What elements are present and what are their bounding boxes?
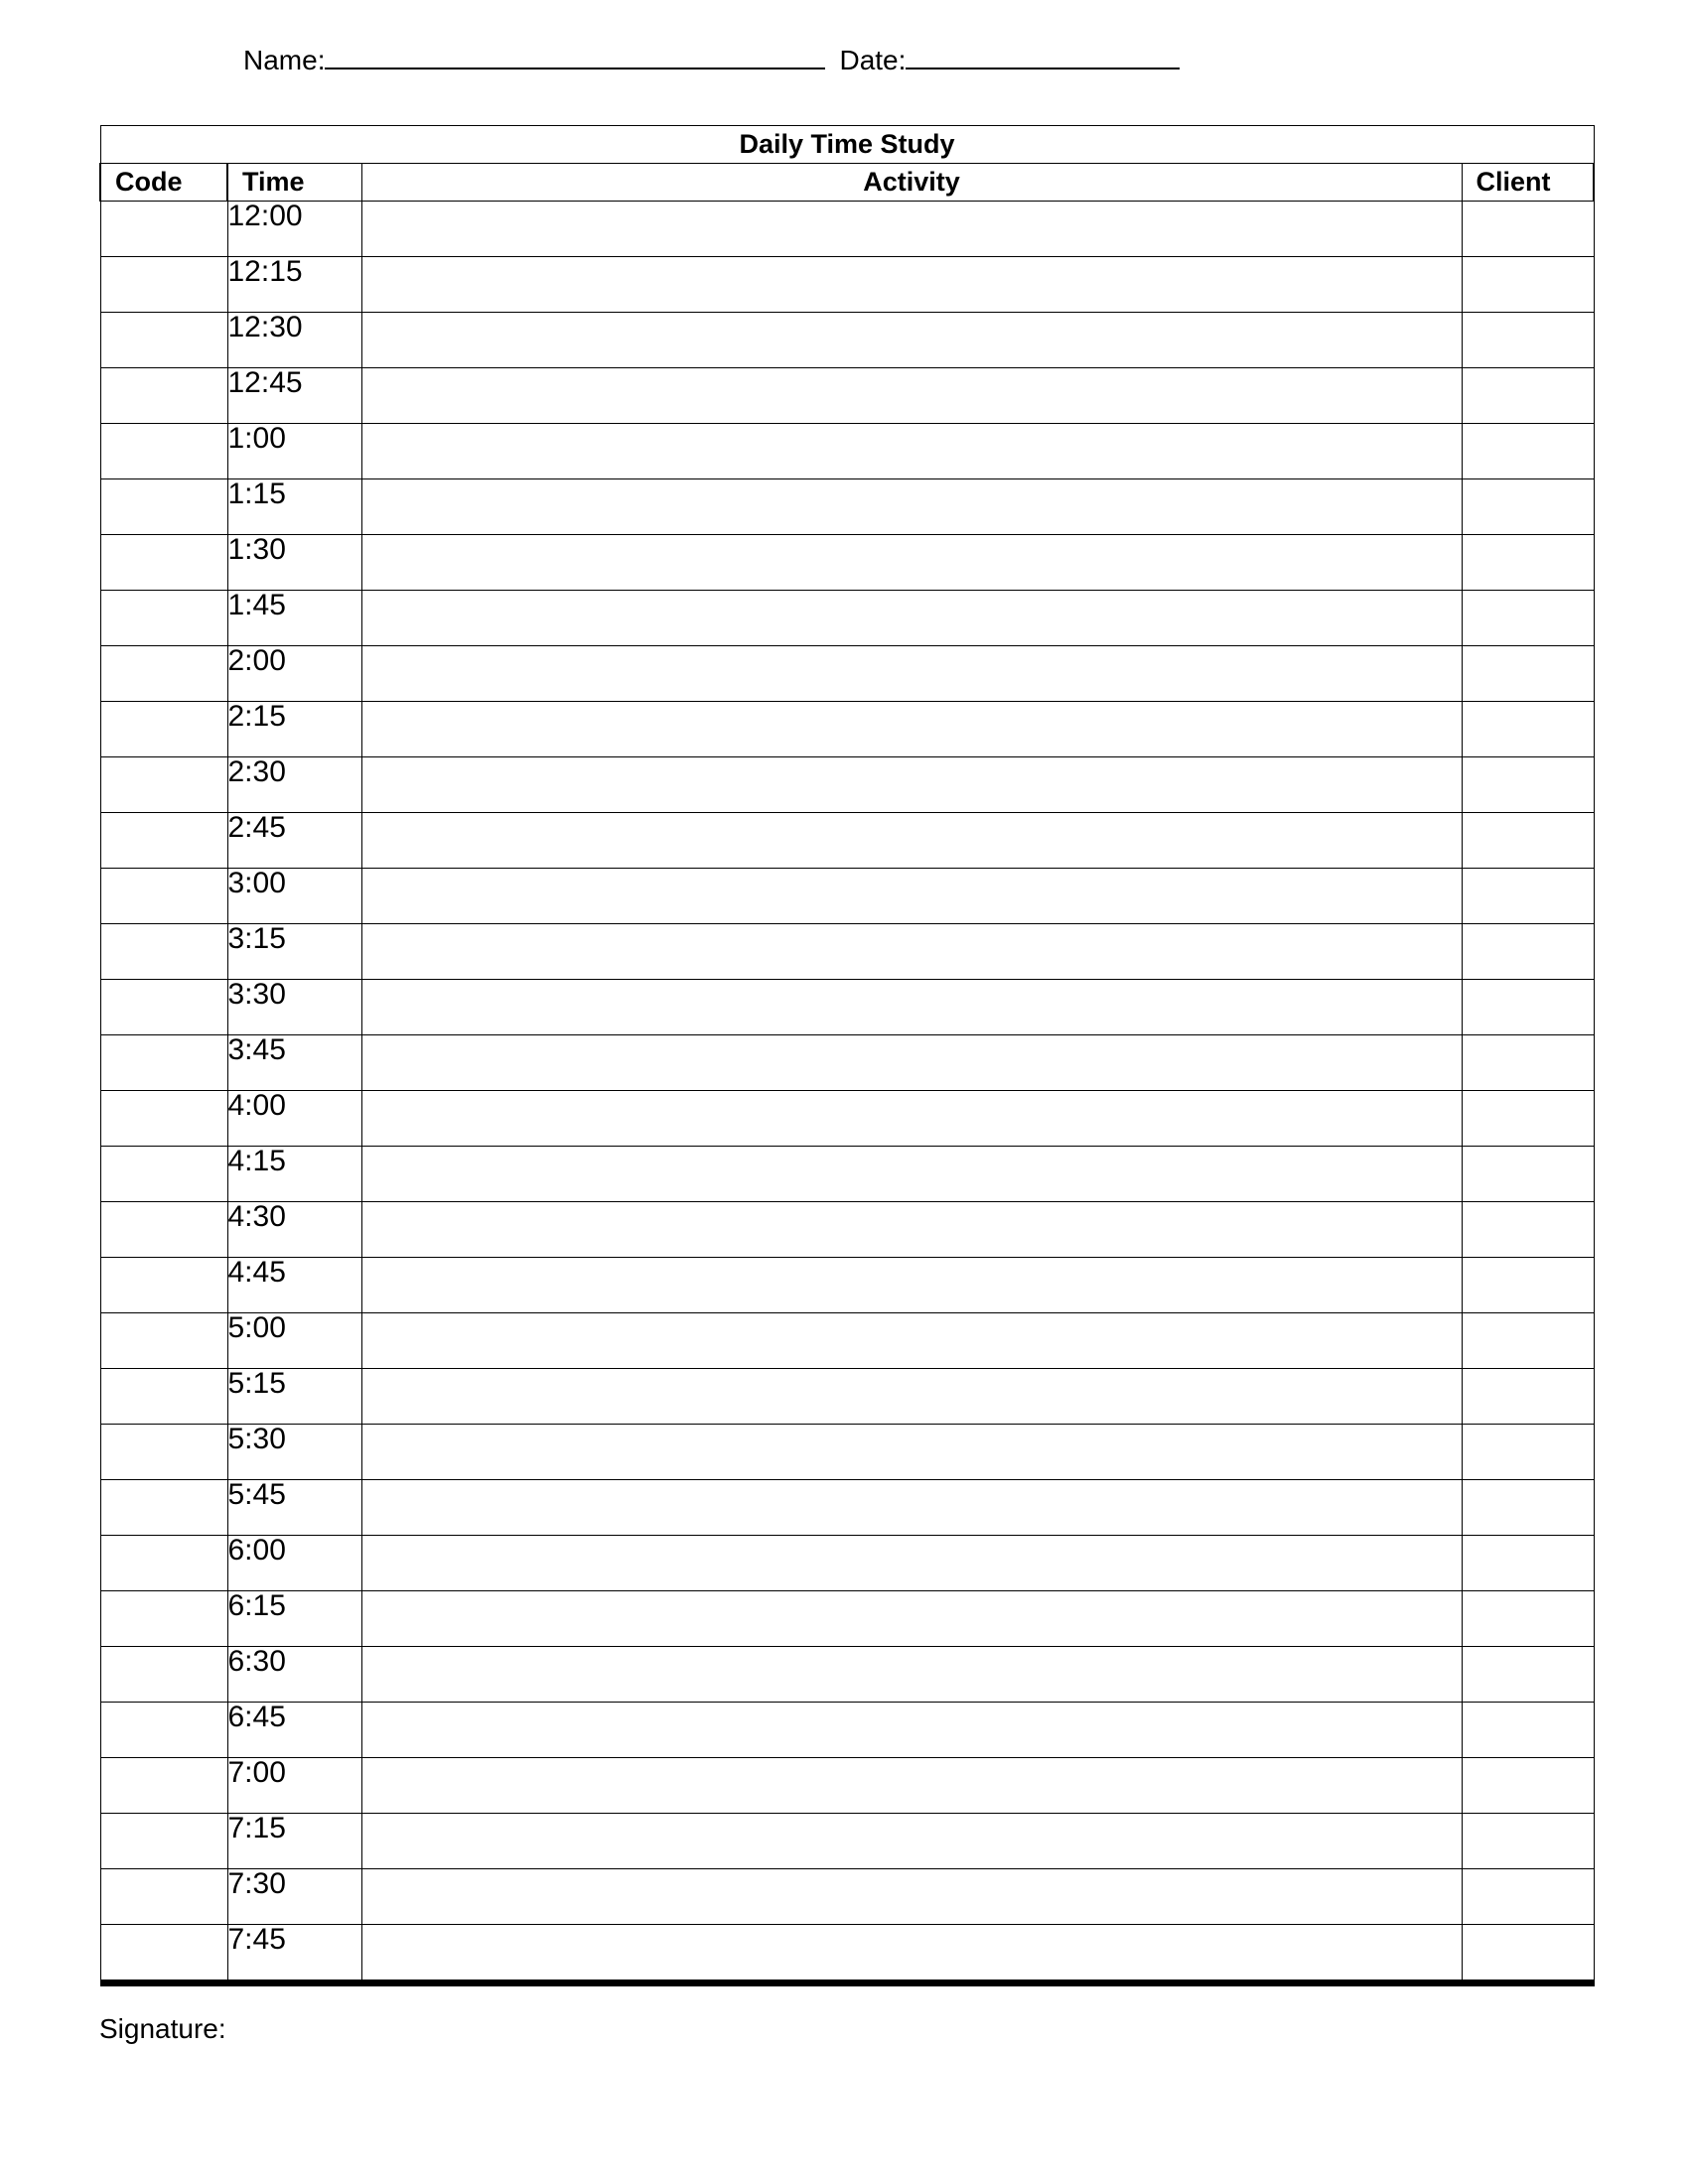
time-cell: 5:30 xyxy=(227,1425,361,1480)
code-cell[interactable] xyxy=(100,591,227,646)
time-cell: 2:15 xyxy=(227,702,361,757)
code-cell[interactable] xyxy=(100,702,227,757)
time-cell: 4:15 xyxy=(227,1147,361,1202)
client-cell[interactable] xyxy=(1462,1703,1594,1758)
time-cell: 3:15 xyxy=(227,924,361,980)
code-cell[interactable] xyxy=(100,1925,227,1983)
activity-cell[interactable] xyxy=(361,1758,1462,1814)
time-cell: 4:30 xyxy=(227,1202,361,1258)
activity-cell[interactable] xyxy=(361,479,1462,535)
client-cell[interactable] xyxy=(1462,1480,1594,1536)
header-fields xyxy=(243,40,1180,76)
activity-cell[interactable] xyxy=(361,1814,1462,1869)
client-cell[interactable] xyxy=(1462,1814,1594,1869)
client-cell[interactable] xyxy=(1462,1591,1594,1647)
table-row xyxy=(100,1369,1594,1425)
column-header-activity: Activity xyxy=(361,164,1462,202)
time-cell: 12:15 xyxy=(227,257,361,313)
code-cell[interactable] xyxy=(100,1147,227,1202)
code-cell[interactable] xyxy=(100,479,227,535)
activity-cell[interactable] xyxy=(361,1536,1462,1591)
activity-cell[interactable] xyxy=(361,1647,1462,1703)
code-cell[interactable] xyxy=(100,757,227,813)
table-row xyxy=(100,924,1594,980)
activity-cell[interactable] xyxy=(361,535,1462,591)
table-row xyxy=(100,1591,1594,1647)
table-title: Daily Time Study xyxy=(100,126,1594,164)
code-cell[interactable] xyxy=(100,1591,227,1647)
activity-cell[interactable] xyxy=(361,257,1462,313)
table-row xyxy=(100,202,1594,257)
code-cell[interactable] xyxy=(100,535,227,591)
table-row xyxy=(100,702,1594,757)
code-cell[interactable] xyxy=(100,1369,227,1425)
code-cell[interactable] xyxy=(100,813,227,869)
time-cell: 6:15 xyxy=(227,1591,361,1647)
table-row xyxy=(100,1647,1594,1703)
name-blank-line[interactable] xyxy=(325,40,825,69)
name-label: Name: xyxy=(243,45,326,75)
activity-cell[interactable] xyxy=(361,646,1462,702)
time-cell: 6:45 xyxy=(227,1703,361,1758)
activity-cell[interactable] xyxy=(361,1147,1462,1202)
table-row xyxy=(100,869,1594,924)
time-cell: 6:30 xyxy=(227,1647,361,1703)
date-label: Date: xyxy=(839,45,907,75)
table-row xyxy=(100,257,1594,313)
client-cell[interactable] xyxy=(1462,924,1594,980)
table-row xyxy=(100,479,1594,535)
client-cell[interactable] xyxy=(1462,1536,1594,1591)
client-cell[interactable] xyxy=(1462,1925,1594,1983)
client-cell[interactable] xyxy=(1462,1647,1594,1703)
code-cell[interactable] xyxy=(100,1758,227,1814)
activity-cell[interactable] xyxy=(361,1925,1462,1983)
table-row xyxy=(100,1202,1594,1258)
table-row xyxy=(100,1035,1594,1091)
client-cell[interactable] xyxy=(1462,1869,1594,1925)
activity-cell[interactable] xyxy=(361,1425,1462,1480)
activity-cell[interactable] xyxy=(361,757,1462,813)
client-cell[interactable] xyxy=(1462,202,1594,257)
client-cell[interactable] xyxy=(1462,1147,1594,1202)
code-cell[interactable] xyxy=(100,1035,227,1091)
time-cell: 2:00 xyxy=(227,646,361,702)
table-row xyxy=(100,1869,1594,1925)
code-cell[interactable] xyxy=(100,1703,227,1758)
table-row xyxy=(100,535,1594,591)
activity-cell[interactable] xyxy=(361,591,1462,646)
client-cell[interactable] xyxy=(1462,591,1594,646)
client-cell[interactable] xyxy=(1462,479,1594,535)
table-row xyxy=(100,424,1594,479)
client-cell[interactable] xyxy=(1462,702,1594,757)
time-cell: 3:45 xyxy=(227,1035,361,1091)
client-cell[interactable] xyxy=(1462,424,1594,479)
activity-cell[interactable] xyxy=(361,1091,1462,1147)
time-cell: 5:00 xyxy=(227,1313,361,1369)
table-row xyxy=(100,1147,1594,1202)
client-cell[interactable] xyxy=(1462,869,1594,924)
table-row xyxy=(100,313,1594,368)
activity-cell[interactable] xyxy=(361,368,1462,424)
table-row xyxy=(100,1703,1594,1758)
time-cell: 1:00 xyxy=(227,424,361,479)
code-cell[interactable] xyxy=(100,1202,227,1258)
time-slot-rows xyxy=(100,202,1594,1983)
code-cell[interactable] xyxy=(100,257,227,313)
activity-cell[interactable] xyxy=(361,924,1462,980)
code-cell[interactable] xyxy=(100,1258,227,1313)
code-cell[interactable] xyxy=(100,869,227,924)
activity-cell[interactable] xyxy=(361,1591,1462,1647)
time-cell: 2:45 xyxy=(227,813,361,869)
time-study-table xyxy=(99,125,1595,1986)
column-header-client: Client xyxy=(1462,164,1594,202)
code-cell[interactable] xyxy=(100,368,227,424)
client-cell[interactable] xyxy=(1462,257,1594,313)
client-cell[interactable] xyxy=(1462,535,1594,591)
time-cell: 2:30 xyxy=(227,757,361,813)
activity-cell[interactable] xyxy=(361,1869,1462,1925)
client-cell[interactable] xyxy=(1462,1258,1594,1313)
time-cell: 1:30 xyxy=(227,535,361,591)
table-row xyxy=(100,1925,1594,1983)
activity-cell[interactable] xyxy=(361,424,1462,479)
activity-cell[interactable] xyxy=(361,980,1462,1035)
time-cell: 12:45 xyxy=(227,368,361,424)
activity-cell[interactable] xyxy=(361,202,1462,257)
time-cell: 4:00 xyxy=(227,1091,361,1147)
activity-cell[interactable] xyxy=(361,1035,1462,1091)
client-cell[interactable] xyxy=(1462,1313,1594,1369)
time-cell: 3:30 xyxy=(227,980,361,1035)
activity-cell[interactable] xyxy=(361,813,1462,869)
code-cell[interactable] xyxy=(100,313,227,368)
table-row xyxy=(100,1480,1594,1536)
code-cell[interactable] xyxy=(100,980,227,1035)
activity-cell[interactable] xyxy=(361,869,1462,924)
client-cell[interactable] xyxy=(1462,1758,1594,1814)
client-cell[interactable] xyxy=(1462,1035,1594,1091)
client-cell[interactable] xyxy=(1462,646,1594,702)
code-cell[interactable] xyxy=(100,924,227,980)
code-cell[interactable] xyxy=(100,1091,227,1147)
table-row xyxy=(100,1313,1594,1369)
table-row xyxy=(100,1258,1594,1313)
time-cell: 5:15 xyxy=(227,1369,361,1425)
client-cell[interactable] xyxy=(1462,368,1594,424)
activity-cell[interactable] xyxy=(361,1703,1462,1758)
time-cell: 1:45 xyxy=(227,591,361,646)
code-cell[interactable] xyxy=(100,1647,227,1703)
time-cell: 6:00 xyxy=(227,1536,361,1591)
client-cell[interactable] xyxy=(1462,1202,1594,1258)
time-cell: 7:15 xyxy=(227,1814,361,1869)
table-row xyxy=(100,980,1594,1035)
activity-cell[interactable] xyxy=(361,313,1462,368)
code-cell[interactable] xyxy=(100,202,227,257)
table-row xyxy=(100,757,1594,813)
client-cell[interactable] xyxy=(1462,313,1594,368)
client-cell[interactable] xyxy=(1462,813,1594,869)
time-cell: 12:00 xyxy=(227,202,361,257)
table-row xyxy=(100,1536,1594,1591)
time-cell: 5:45 xyxy=(227,1480,361,1536)
code-cell[interactable] xyxy=(100,424,227,479)
code-cell[interactable] xyxy=(100,1480,227,1536)
table-row xyxy=(100,1091,1594,1147)
column-header-time: Time xyxy=(227,164,361,202)
code-cell[interactable] xyxy=(100,1536,227,1591)
table-row xyxy=(100,1425,1594,1480)
code-cell[interactable] xyxy=(100,1869,227,1925)
code-cell[interactable] xyxy=(100,1313,227,1369)
client-cell[interactable] xyxy=(1462,1369,1594,1425)
activity-cell[interactable] xyxy=(361,1202,1462,1258)
time-cell: 7:00 xyxy=(227,1758,361,1814)
activity-cell[interactable] xyxy=(361,702,1462,757)
table-row xyxy=(100,1814,1594,1869)
table-row xyxy=(100,368,1594,424)
client-cell[interactable] xyxy=(1462,980,1594,1035)
table-row xyxy=(100,813,1594,869)
code-cell[interactable] xyxy=(100,1814,227,1869)
client-cell[interactable] xyxy=(1462,1425,1594,1480)
time-cell: 1:15 xyxy=(227,479,361,535)
signature-label: Signature: xyxy=(99,2013,226,2044)
activity-cell[interactable] xyxy=(361,1480,1462,1536)
code-cell[interactable] xyxy=(100,1425,227,1480)
client-cell[interactable] xyxy=(1462,1091,1594,1147)
date-blank-line[interactable] xyxy=(906,40,1180,69)
code-cell[interactable] xyxy=(100,646,227,702)
table-row xyxy=(100,1758,1594,1814)
table-row xyxy=(100,591,1594,646)
client-cell[interactable] xyxy=(1462,757,1594,813)
activity-cell[interactable] xyxy=(361,1258,1462,1313)
table-row xyxy=(100,646,1594,702)
time-cell: 7:30 xyxy=(227,1869,361,1925)
activity-cell[interactable] xyxy=(361,1369,1462,1425)
activity-cell[interactable] xyxy=(361,1313,1462,1369)
time-cell: 12:30 xyxy=(227,313,361,368)
time-cell: 7:45 xyxy=(227,1925,361,1983)
time-cell: 4:45 xyxy=(227,1258,361,1313)
time-cell: 3:00 xyxy=(227,869,361,924)
column-header-code: Code xyxy=(100,164,227,202)
